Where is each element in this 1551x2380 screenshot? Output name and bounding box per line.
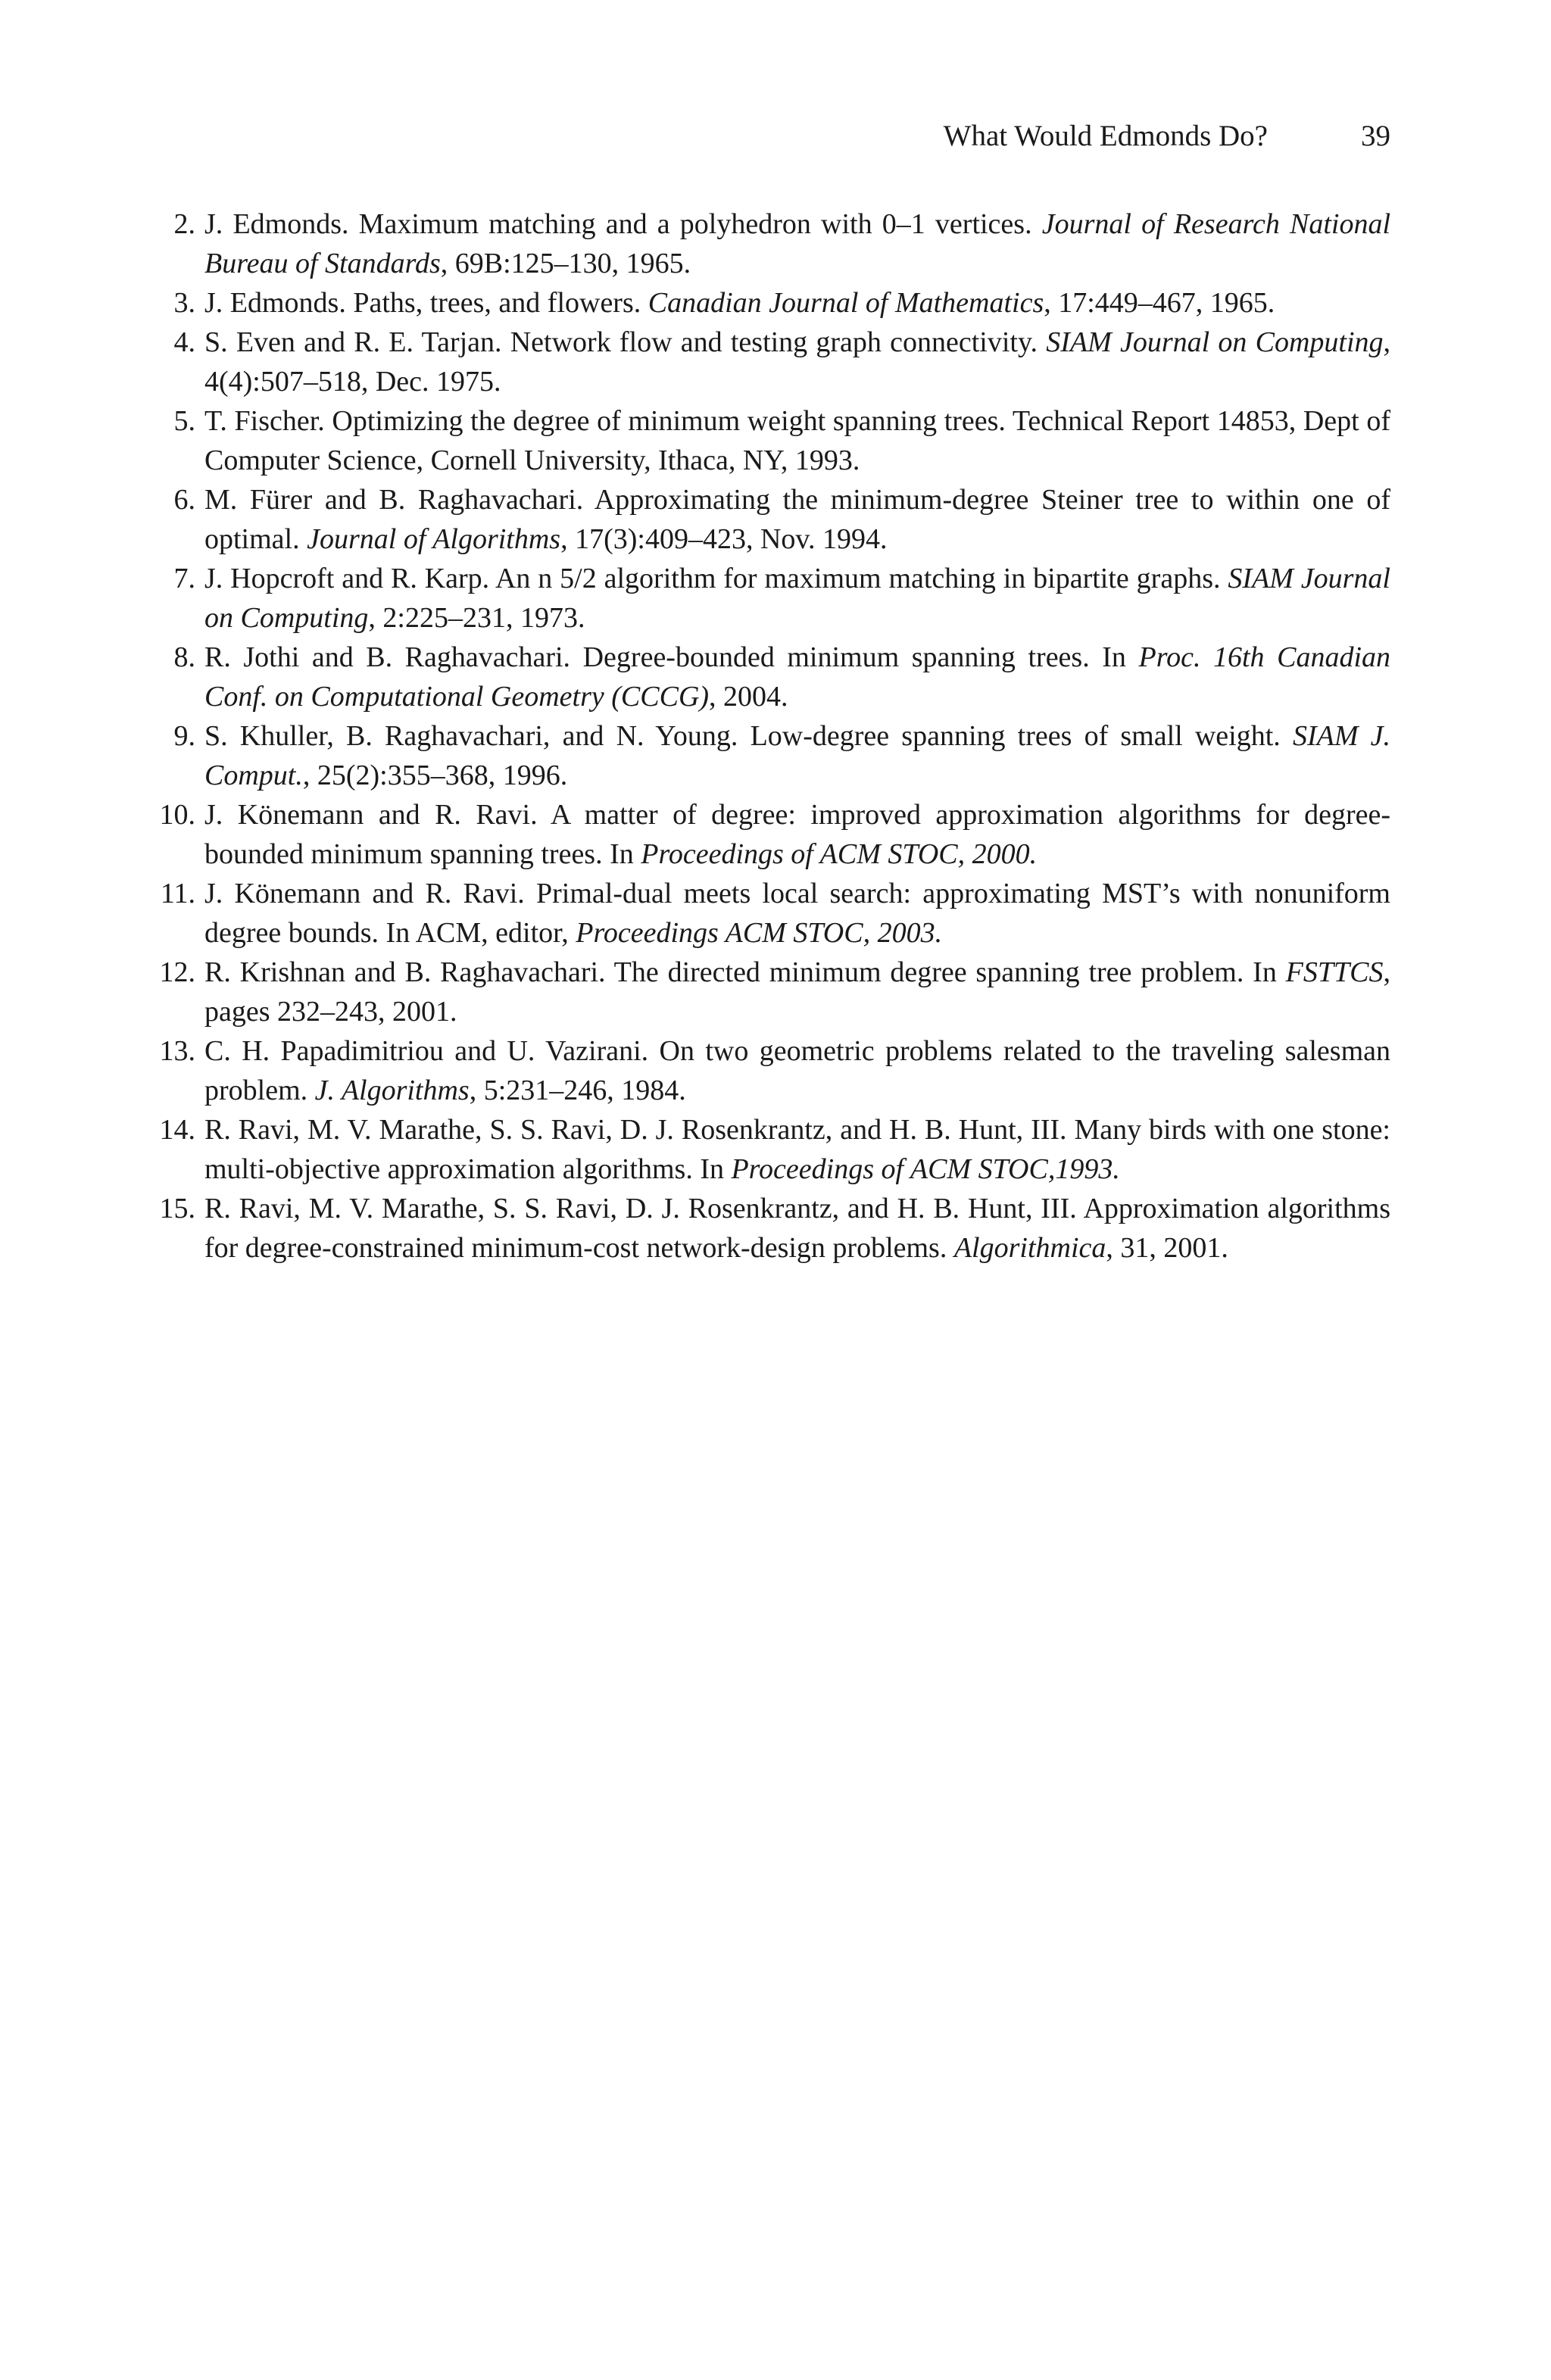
reference-text	[204, 559, 1390, 638]
reference-venue: Proceedings ACM STOC, 2003.	[576, 917, 943, 949]
reference-venue: J. Algorithms	[314, 1075, 470, 1106]
reference-venue: Canadian Journal of Mathematics	[648, 287, 1044, 319]
reference-number: 14.	[159, 1114, 195, 1146]
reference-authors-title: S. Even and R. E. Tarjan. Network flow and testing graph connectivity.	[204, 326, 1047, 358]
reference-details: , 4(4):507–518, Dec. 1975.	[204, 326, 1390, 398]
reference-text	[204, 480, 1390, 559]
reference-venue: Journal of Research National Bureau of Standards	[204, 208, 1391, 279]
reference-text	[204, 1110, 1390, 1189]
reference-text	[204, 1031, 1390, 1110]
reference-number: 8.	[173, 641, 195, 673]
page-number: 39	[1361, 120, 1390, 152]
reference-text	[204, 716, 1390, 795]
reference-number: 15.	[159, 1193, 195, 1224]
reference-authors-title: R. Jothi and B. Raghavachari. Degree-bounded minimum spanning trees. In	[204, 641, 1139, 673]
running-head	[161, 115, 1390, 158]
reference-item	[161, 204, 1390, 283]
reference-number: 11.	[160, 878, 195, 909]
reference-text	[204, 638, 1390, 716]
reference-number: 12.	[159, 956, 195, 988]
reference-venue: SIAM Journal on Computing	[1046, 326, 1384, 358]
reference-number: 13.	[159, 1035, 195, 1067]
reference-list	[161, 204, 1390, 1268]
reference-number: 9.	[173, 720, 195, 752]
reference-item	[161, 795, 1390, 874]
reference-details: , pages 232–243, 2001.	[204, 956, 1390, 1028]
reference-details: , 2:225–231, 1973.	[368, 602, 585, 634]
reference-authors-title: J. Edmonds. Paths, trees, and flowers.	[204, 287, 648, 319]
reference-text	[204, 401, 1390, 480]
reference-item	[161, 638, 1390, 716]
reference-number: 4.	[173, 326, 195, 358]
reference-authors-title: T. Fischer. Optimizing the degree of minimum weight spanning trees. Technical Report 14853, Dept of Computer Science, Cornell University, Ithaca, NY, 1993.	[204, 405, 1390, 476]
reference-authors-title: R. Krishnan and B. Raghavachari. The directed minimum degree spanning tree problem. In	[204, 956, 1286, 988]
reference-authors-title: M. Fürer and B. Raghavachari. Approximating the minimum-degree Steiner tree to within one of optimal.	[204, 484, 1390, 555]
reference-text	[204, 953, 1390, 1031]
reference-venue: Proceedings of ACM STOC,1993.	[731, 1153, 1120, 1185]
reference-authors-title: J. Könemann and R. Ravi. A matter of degree: improved approximation algorithms for degree-bounded minimum spanning trees. In	[204, 799, 1390, 870]
reference-venue: Proc. 16th Canadian Conf. on Computational Geometry (CCCG)	[204, 641, 1391, 713]
reference-number: 2.	[173, 208, 195, 240]
reference-number: 5.	[173, 405, 195, 437]
reference-item	[161, 283, 1390, 323]
reference-details: , 25(2):355–368, 1996.	[302, 760, 568, 791]
reference-item	[161, 559, 1390, 638]
reference-venue: SIAM J. Comput.	[204, 720, 1390, 791]
reference-authors-title: R. Ravi, M. V. Marathe, S. S. Ravi, D. J. Rosenkrantz, and H. B. Hunt, III. Many birds with one stone: multi-objective approximation algorithms. In	[204, 1114, 1390, 1185]
reference-details: , 17(3):409–423, Nov. 1994.	[560, 523, 888, 555]
reference-number: 7.	[173, 563, 195, 594]
reference-authors-title: S. Khuller, B. Raghavachari, and N. Young. Low-degree spanning trees of small weight.	[204, 720, 1293, 752]
running-title: What Would Edmonds Do?	[943, 120, 1268, 152]
reference-text	[204, 283, 1390, 323]
reference-item	[161, 1110, 1390, 1189]
reference-details: , 31, 2001.	[1106, 1232, 1228, 1264]
reference-venue: Proceedings of ACM STOC, 2000.	[641, 838, 1038, 870]
reference-details: , 2004.	[709, 681, 788, 713]
reference-item	[161, 401, 1390, 480]
reference-authors-title: R. Ravi, M. V. Marathe, S. S. Ravi, D. J. Rosenkrantz, and H. B. Hunt, III. Approximation algorithms for degree-constrained minimum-cost network-design problems.	[204, 1193, 1390, 1264]
reference-venue: Journal of Algorithms	[307, 523, 561, 555]
reference-text	[204, 795, 1390, 874]
reference-item	[161, 480, 1390, 559]
reference-authors-title: C. H. Papadimitriou and U. Vazirani. On two geometric problems related to the traveling salesman problem.	[204, 1035, 1390, 1106]
reference-item	[161, 953, 1390, 1031]
reference-item	[161, 1031, 1390, 1110]
reference-authors-title: J. Edmonds. Maximum matching and a polyhedron with 0–1 vertices.	[204, 208, 1042, 240]
reference-authors-title: J. Hopcroft and R. Karp. An n 5/2 algorithm for maximum matching in bipartite graphs.	[204, 563, 1228, 594]
reference-venue: Algorithmica	[953, 1232, 1106, 1264]
reference-details: , 5:231–246, 1984.	[469, 1075, 686, 1106]
reference-item	[161, 716, 1390, 795]
reference-venue: FSTTCS	[1285, 956, 1384, 988]
reference-text	[204, 204, 1390, 283]
reference-authors-title: J. Könemann and R. Ravi. Primal-dual meets local search: approximating MST’s with nonuniform degree bounds. In ACM, editor,	[204, 878, 1390, 949]
reference-item	[161, 1189, 1390, 1268]
reference-item	[161, 323, 1390, 401]
reference-details: , 17:449–467, 1965.	[1044, 287, 1275, 319]
reference-item	[161, 874, 1390, 953]
reference-number: 6.	[173, 484, 195, 516]
reference-number: 10.	[159, 799, 195, 831]
reference-text	[204, 874, 1390, 953]
reference-text	[204, 1189, 1390, 1268]
reference-details: , 69B:125–130, 1965.	[440, 248, 691, 279]
reference-number: 3.	[173, 287, 195, 319]
reference-text	[204, 323, 1390, 401]
reference-venue: SIAM Journal on Computing	[204, 563, 1390, 634]
